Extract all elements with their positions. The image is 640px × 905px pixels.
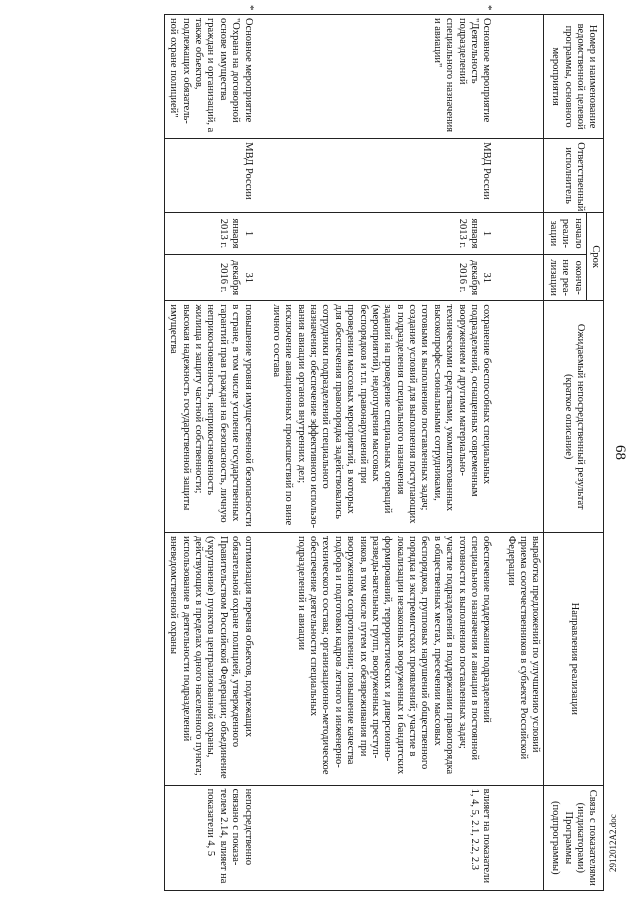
- cell-link: [502, 785, 544, 890]
- row-name-text: Основное мероприятие "Охрана на договорной основе имущества граждан и организаций, а также объектов, подлежащих обязатель-ной охране полицией": [168, 18, 254, 133]
- header-row-1: [586, 15, 603, 891]
- header-result: Ожидаемый непосредственный результат (краткое описание): [544, 301, 604, 533]
- cell-start: 1 января 2013 г.: [165, 212, 268, 254]
- cell-directions: оптимизация перечня объектов, подлежащих обязательной охране полицией, утвержденного Правительством Российской Федерации; объединение (укрупнение) пунктов централизованной охраны, действующих в пределах одного населенного пункта; использование в деятельности подразделений вневедомственной охраны: [165, 532, 268, 785]
- cell-name: [268, 5, 503, 139]
- header-link: Связь с показателями (индикаторами) Программы (подпрограммы): [544, 785, 604, 890]
- header-directions: Направления реализации: [544, 532, 604, 785]
- cell-result: [502, 301, 544, 533]
- cell-link: непосредственно связано с показа-телем 2.14, влияет на показатели 4, 5: [165, 785, 268, 890]
- cell-result: повышение уровня имущественной безопасности в стране, в том числе усиление государственных гарантий прав граждан на безопасность, личную неприкосновенность, неприкосновенность жилища и защиту частной собственности; высокая надежность государственной защиты имущества: [165, 301, 268, 533]
- cell-link: влияет на показатели 1, 4, 5, 2.1, 2.2, 2.3: [268, 785, 503, 890]
- header-srok: Срок: [586, 212, 603, 300]
- row-marker: *: [243, 5, 256, 11]
- header-end: оконча-ние реа-лизации: [544, 255, 586, 301]
- row-marker: *: [482, 5, 495, 11]
- row-name-text: Основное мероприятие "Деятельность подразделений специального назначения и авиации": [431, 18, 493, 133]
- header-start: начало реали-зации: [544, 212, 586, 254]
- header-executor: Ответственный исполнитель: [544, 139, 604, 213]
- cell-executor: МВД России: [165, 139, 268, 213]
- footer-code: 2912012A2.doc: [608, 814, 618, 872]
- cell-name: [502, 15, 544, 139]
- cell-result: сохранение боеспособных специальных подразделений, оснащенных современным вооружением и другими материально-техническими средствами, укомплектованных высокопрофес-сиональными сотрудниками, готовыми к выполнению поставленных задач; создание условий для выполнения поступающих в подразделения специального назначения заданий на проведение специальных операций (мероприятий), недопущения массовых беспорядков и т.п. правонарушений при проведении массовых мероприятий, в которых для обеспечения правопорядка задействовались сотрудники подразделений специального назначения; обеспечение эффективного использо-вания авиации органов внутренних дел; исключение авиационных происшествий по вине личного состава: [268, 301, 503, 533]
- cell-name: [165, 5, 268, 139]
- cell-end: 31 декабря 2016 г.: [165, 255, 268, 301]
- page-number: 68: [612, 445, 628, 460]
- cell-end: 31 декабря 2016 г.: [268, 255, 503, 301]
- cell-directions: обеспечение поддержания подразделений специального назначения и авиации в постоянной готовности к выполнению поставленных задач; участие подразделений в поддержании правопорядка в общественных местах, пресечении массовых беспорядков, групповых нарушений общественного порядка и экстремистских проявлений; участие в локализации незаконных вооруженных и бандитских формирований, террористических и диверсионно-разведы-вательных групп, вооруженных преступ-ников, в том числе путем их обезвреживания при вооруженном сопротивлении; повышение качества подбора и подготовки кадров летного и инженерно-технического состава; организационно-методическое обеспечение деятельности специальных подразделений и авиации: [268, 532, 503, 785]
- table-row: [165, 15, 268, 891]
- cell-start: [502, 212, 544, 254]
- program-table: [164, 5, 604, 891]
- table-row: [502, 15, 544, 891]
- cell-end: [502, 255, 544, 301]
- cell-start: 1 января 2013 г.: [268, 212, 503, 254]
- header-name: Номер и наименование ведомственной целевой программы, основного мероприятия: [544, 15, 604, 139]
- cell-executor: [502, 139, 544, 213]
- cell-executor: МВД России: [268, 139, 503, 213]
- table-row: [268, 15, 503, 891]
- cell-directions: выработка предложений по улучшению условий приема соотечественников в субъекте Российской Федерации: [502, 532, 544, 785]
